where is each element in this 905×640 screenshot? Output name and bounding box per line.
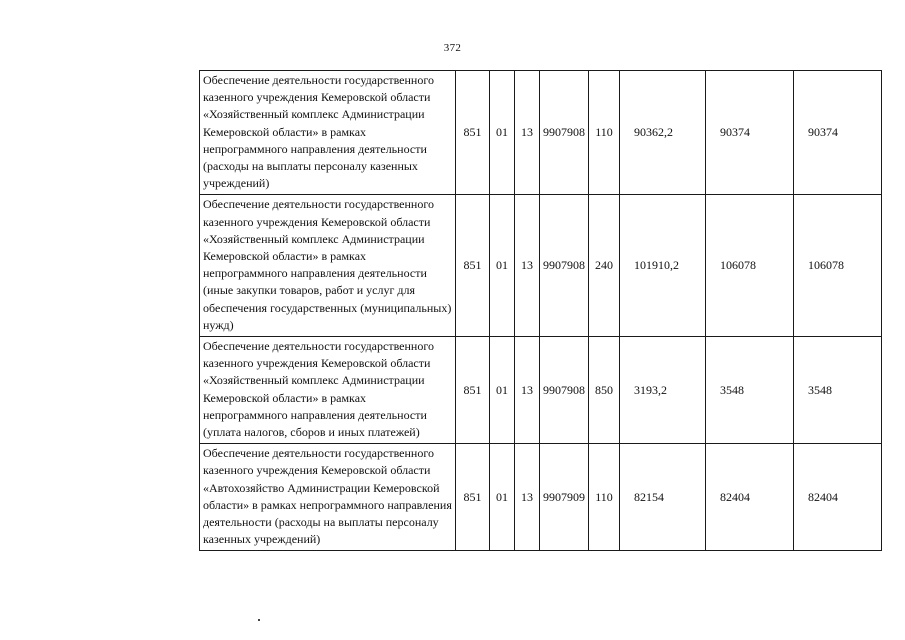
table-row — [200, 71, 882, 195]
subsection-code: 13 — [515, 337, 540, 444]
amount-2: 3548 — [706, 337, 794, 444]
section-code: 01 — [490, 71, 515, 195]
expense-type-code: 110 — [589, 444, 620, 551]
amount-3: 90374 — [794, 71, 882, 195]
section-code: 01 — [490, 195, 515, 337]
amount-1: 90362,2 — [620, 71, 706, 195]
table-row — [200, 195, 882, 337]
row-description: Обеспечение деятельности государственного казенного учреждения Кемеровской области «Хозяйственный комплекс Администрации Кемеровской области» в рамках непрограммного направления деятельности (уплата налогов, сборов и иных платежей) — [200, 337, 456, 444]
amount-2: 82404 — [706, 444, 794, 551]
expense-type-code: 240 — [589, 195, 620, 337]
amount-1: 101910,2 — [620, 195, 706, 337]
target-article-code: 9907908 — [540, 71, 589, 195]
table-row — [200, 444, 882, 551]
target-article-code: 9907909 — [540, 444, 589, 551]
amount-1: 3193,2 — [620, 337, 706, 444]
section-code: 01 — [490, 444, 515, 551]
subsection-code: 13 — [515, 444, 540, 551]
ministry-code: 851 — [456, 195, 490, 337]
page-number: 372 — [443, 42, 462, 54]
expense-type-code: 850 — [589, 337, 620, 444]
amount-3: 3548 — [794, 337, 882, 444]
expense-type-code: 110 — [589, 71, 620, 195]
amount-2: 90374 — [706, 71, 794, 195]
subsection-code: 13 — [515, 71, 540, 195]
target-article-code: 9907908 — [540, 195, 589, 337]
scan-speck — [258, 619, 260, 621]
row-description: Обеспечение деятельности государственного казенного учреждения Кемеровской области «Хозяйственный комплекс Администрации Кемеровской области» в рамках непрограммного направления деятельности (расходы на выплаты персоналу казенных учреждений) — [200, 71, 456, 195]
ministry-code: 851 — [456, 71, 490, 195]
section-code: 01 — [490, 337, 515, 444]
ministry-code: 851 — [456, 444, 490, 551]
ministry-code: 851 — [456, 337, 490, 444]
amount-3: 106078 — [794, 195, 882, 337]
budget-table — [199, 70, 882, 551]
table-row — [200, 337, 882, 444]
row-description: Обеспечение деятельности государственного казенного учреждения Кемеровской области «Автохозяйство Администрации Кемеровской области» в рамках непрограммного направления деятельности (расходы на выплаты персоналу казенных учреждений) — [200, 444, 456, 551]
row-description: Обеспечение деятельности государственного казенного учреждения Кемеровской области «Хозяйственный комплекс Администрации Кемеровской области» в рамках непрограммного направления деятельности (иные закупки товаров, работ и услуг для обеспечения государственных (муниципальных) нужд) — [200, 195, 456, 337]
amount-3: 82404 — [794, 444, 882, 551]
amount-1: 82154 — [620, 444, 706, 551]
amount-2: 106078 — [706, 195, 794, 337]
target-article-code: 9907908 — [540, 337, 589, 444]
subsection-code: 13 — [515, 195, 540, 337]
